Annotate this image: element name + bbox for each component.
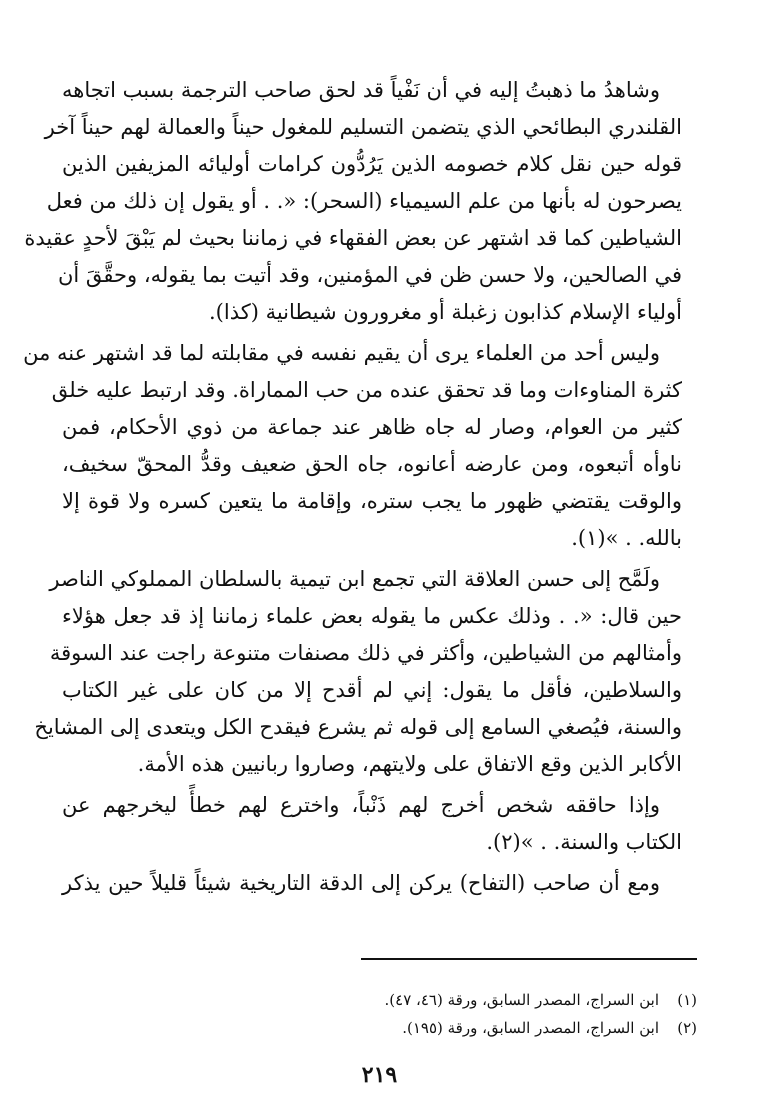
text-line: في الصالحين، ولا حسن ظن في المؤمنين، وقد أتيت بما يقوله، وحقَّقَ أن [57, 263, 682, 287]
text-line: بالله. . »(١). [571, 526, 682, 550]
text-line: وإذا حاققه شخص أخرج لهم ذَنْباً، واخترع لهم خطأً ليخرجهم عن [62, 793, 660, 817]
text-line: وليس أحد من العلماء يرى أن يقيم نفسه في مقابلته لما قد اشتهر عنه من [23, 341, 660, 365]
paragraph-1 [24, 72, 682, 331]
text-line: ولَمَّح إلى حسن العلاقة التي تجمع ابن تيمية بالسلطان المملوكي الناصر [49, 567, 660, 591]
text-line: وأمثالهم من الشياطين، وأكثر في ذلك مصنفات متنوعة راجت عند السوقة [49, 641, 682, 665]
text-line: الشياطين كما قد اشتهر عن بعض الفقهاء في زماننا بحيث لم يَبْقَ لأحدٍ عقيدة [24, 226, 682, 250]
text-line: والوقت يقتضي ظهور ما يجب ستره، وإقامة ما يتعين كسره ولا قوة إلا [62, 489, 682, 513]
footnote-number: (١) [677, 991, 697, 1009]
text-line: ناوأه أتبعوه، ومن عارضه أعانوه، جاه الحق ضعيف وقدُّ المحقّ سخيف، [62, 452, 682, 476]
text-line: حين قال: «. . وذلك عكس ما يقوله بعض علماء زماننا إذ قد جعل هؤلاء [62, 604, 682, 628]
paragraph-4 [62, 787, 682, 861]
paragraph-3 [34, 561, 682, 783]
text-line: أولياء الإسلام كذابون زغبلة أو مغرورون شيطانية (كذا). [209, 300, 682, 324]
text-line: وشاهدُ ما ذهبتُ إليه في أن نَفْياً قد لحق صاحب الترجمة بسبب اتجاهه [62, 78, 660, 102]
text-line: يصرحون له بأنها من علم السيمياء (السحر): «. . أو يقول إن ذلك من فعل [46, 189, 682, 213]
paragraph-5 [62, 865, 682, 902]
text-line: القلندري البطائحي الذي يتضمن التسليم للمغول حيناً والعمالة لهم حيناً آخر [44, 115, 682, 139]
footnote-2 [77, 1014, 697, 1042]
text-line: كثير من العوام، وصار له جاه ظاهر عند جماعة من ذوي الأحكام، فمن [62, 415, 682, 439]
page-body [23, 72, 682, 906]
footnote-number: (٢) [677, 1019, 697, 1037]
footnote-divider [361, 958, 697, 960]
text-line: ومع أن صاحب (التفاح) يركن إلى الدقة التاريخية شيئاً قليلاً حين يذكر [62, 871, 660, 895]
paragraph-2 [23, 335, 682, 557]
text-line: الأكابر الذين وقع الاتفاق على ولايتهم، وصاروا ربانيين هذه الأمة. [137, 752, 682, 776]
text-line: كثرة المناوءات وما قد تحقق عنده من حب المماراة. وقد ارتبط عليه خلق [51, 378, 682, 402]
page-number: ٢١٩ [361, 1062, 398, 1088]
text-line: والسلاطين، فأقل ما يقول: إني لم أقدح إلا من كان على غير الكتاب [62, 678, 682, 702]
text-line: الكتاب والسنة. . »(٢). [486, 830, 682, 854]
footnote-text: ابن السراج، المصدر السابق، ورقة (١٩٥). [402, 1019, 659, 1037]
footnotes [77, 986, 697, 1042]
text-line: والسنة، فيُصغي السامع إلى قوله ثم يشرع فيقدح الكل ويتعدى إلى المشايخ [34, 715, 682, 739]
text-line: قوله حين نقل كلام خصومه الذين يَرُدُّون كرامات أوليائه المزيفين الذين [62, 152, 682, 176]
footnote-text: ابن السراج، المصدر السابق، ورقة (٤٦، ٤٧). [384, 991, 659, 1009]
footnote-1 [77, 986, 697, 1014]
